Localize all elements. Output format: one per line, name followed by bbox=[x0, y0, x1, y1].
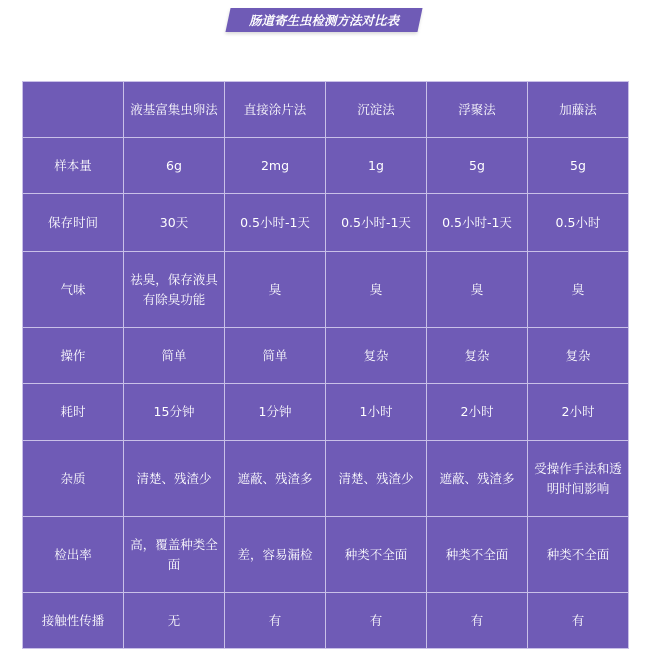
table-cell: 0.5小时-1天 bbox=[326, 194, 427, 252]
header-row bbox=[23, 82, 629, 138]
table-cell: 复杂 bbox=[528, 328, 629, 384]
row-label: 接触性传播 bbox=[23, 593, 124, 649]
table-cell: 臭 bbox=[427, 252, 528, 328]
table-cell: 受操作手法和透明时间影响 bbox=[528, 441, 629, 517]
column-header: 液基富集虫卵法 bbox=[124, 82, 225, 138]
table-cell: 遮蔽、残渣多 bbox=[225, 441, 326, 517]
table-cell: 臭 bbox=[326, 252, 427, 328]
column-header: 加藤法 bbox=[528, 82, 629, 138]
table-cell: 2mg bbox=[225, 138, 326, 194]
row-label: 样本量 bbox=[23, 138, 124, 194]
page-title-banner bbox=[225, 8, 422, 32]
table-cell: 2小时 bbox=[528, 384, 629, 441]
table-row bbox=[23, 384, 629, 441]
row-label: 检出率 bbox=[23, 517, 124, 593]
table-cell: 简单 bbox=[225, 328, 326, 384]
column-header: 沉淀法 bbox=[326, 82, 427, 138]
column-header bbox=[23, 82, 124, 138]
comparison-table bbox=[22, 81, 629, 649]
table-cell: 高，覆盖种类全面 bbox=[124, 517, 225, 593]
table-cell: 2小时 bbox=[427, 384, 528, 441]
table-cell: 1分钟 bbox=[225, 384, 326, 441]
table-cell: 无 bbox=[124, 593, 225, 649]
table-cell: 种类不全面 bbox=[326, 517, 427, 593]
table-cell: 6g bbox=[124, 138, 225, 194]
table-cell: 臭 bbox=[225, 252, 326, 328]
table-row bbox=[23, 328, 629, 384]
table-cell: 复杂 bbox=[427, 328, 528, 384]
table-cell: 臭 bbox=[528, 252, 629, 328]
table-cell: 有 bbox=[427, 593, 528, 649]
table-cell: 种类不全面 bbox=[528, 517, 629, 593]
table-cell: 有 bbox=[225, 593, 326, 649]
table-cell: 清楚、残渣少 bbox=[326, 441, 427, 517]
table-cell: 祛臭，保存液具有除臭功能 bbox=[124, 252, 225, 328]
row-label: 操作 bbox=[23, 328, 124, 384]
table-cell: 15分钟 bbox=[124, 384, 225, 441]
table-cell: 简单 bbox=[124, 328, 225, 384]
column-header: 直接涂片法 bbox=[225, 82, 326, 138]
table-cell: 种类不全面 bbox=[427, 517, 528, 593]
table-cell: 5g bbox=[528, 138, 629, 194]
table-cell: 遮蔽、残渣多 bbox=[427, 441, 528, 517]
table-cell: 差，容易漏检 bbox=[225, 517, 326, 593]
table-cell: 30天 bbox=[124, 194, 225, 252]
table-cell: 复杂 bbox=[326, 328, 427, 384]
row-label: 耗时 bbox=[23, 384, 124, 441]
table-row bbox=[23, 194, 629, 252]
table-cell: 0.5小时-1天 bbox=[225, 194, 326, 252]
table-row bbox=[23, 252, 629, 328]
table-cell: 1g bbox=[326, 138, 427, 194]
row-label: 保存时间 bbox=[23, 194, 124, 252]
table-cell: 0.5小时-1天 bbox=[427, 194, 528, 252]
table-cell: 1小时 bbox=[326, 384, 427, 441]
row-label: 杂质 bbox=[23, 441, 124, 517]
table-cell: 清楚、残渣少 bbox=[124, 441, 225, 517]
page-title: 肠道寄生虫检测方法对比表 bbox=[248, 13, 399, 28]
table-row bbox=[23, 441, 629, 517]
row-label: 气味 bbox=[23, 252, 124, 328]
table-row bbox=[23, 593, 629, 649]
table-cell: 有 bbox=[528, 593, 629, 649]
table-row bbox=[23, 517, 629, 593]
table-cell: 0.5小时 bbox=[528, 194, 629, 252]
table-cell: 有 bbox=[326, 593, 427, 649]
table-cell: 5g bbox=[427, 138, 528, 194]
table-row bbox=[23, 138, 629, 194]
column-header: 浮聚法 bbox=[427, 82, 528, 138]
